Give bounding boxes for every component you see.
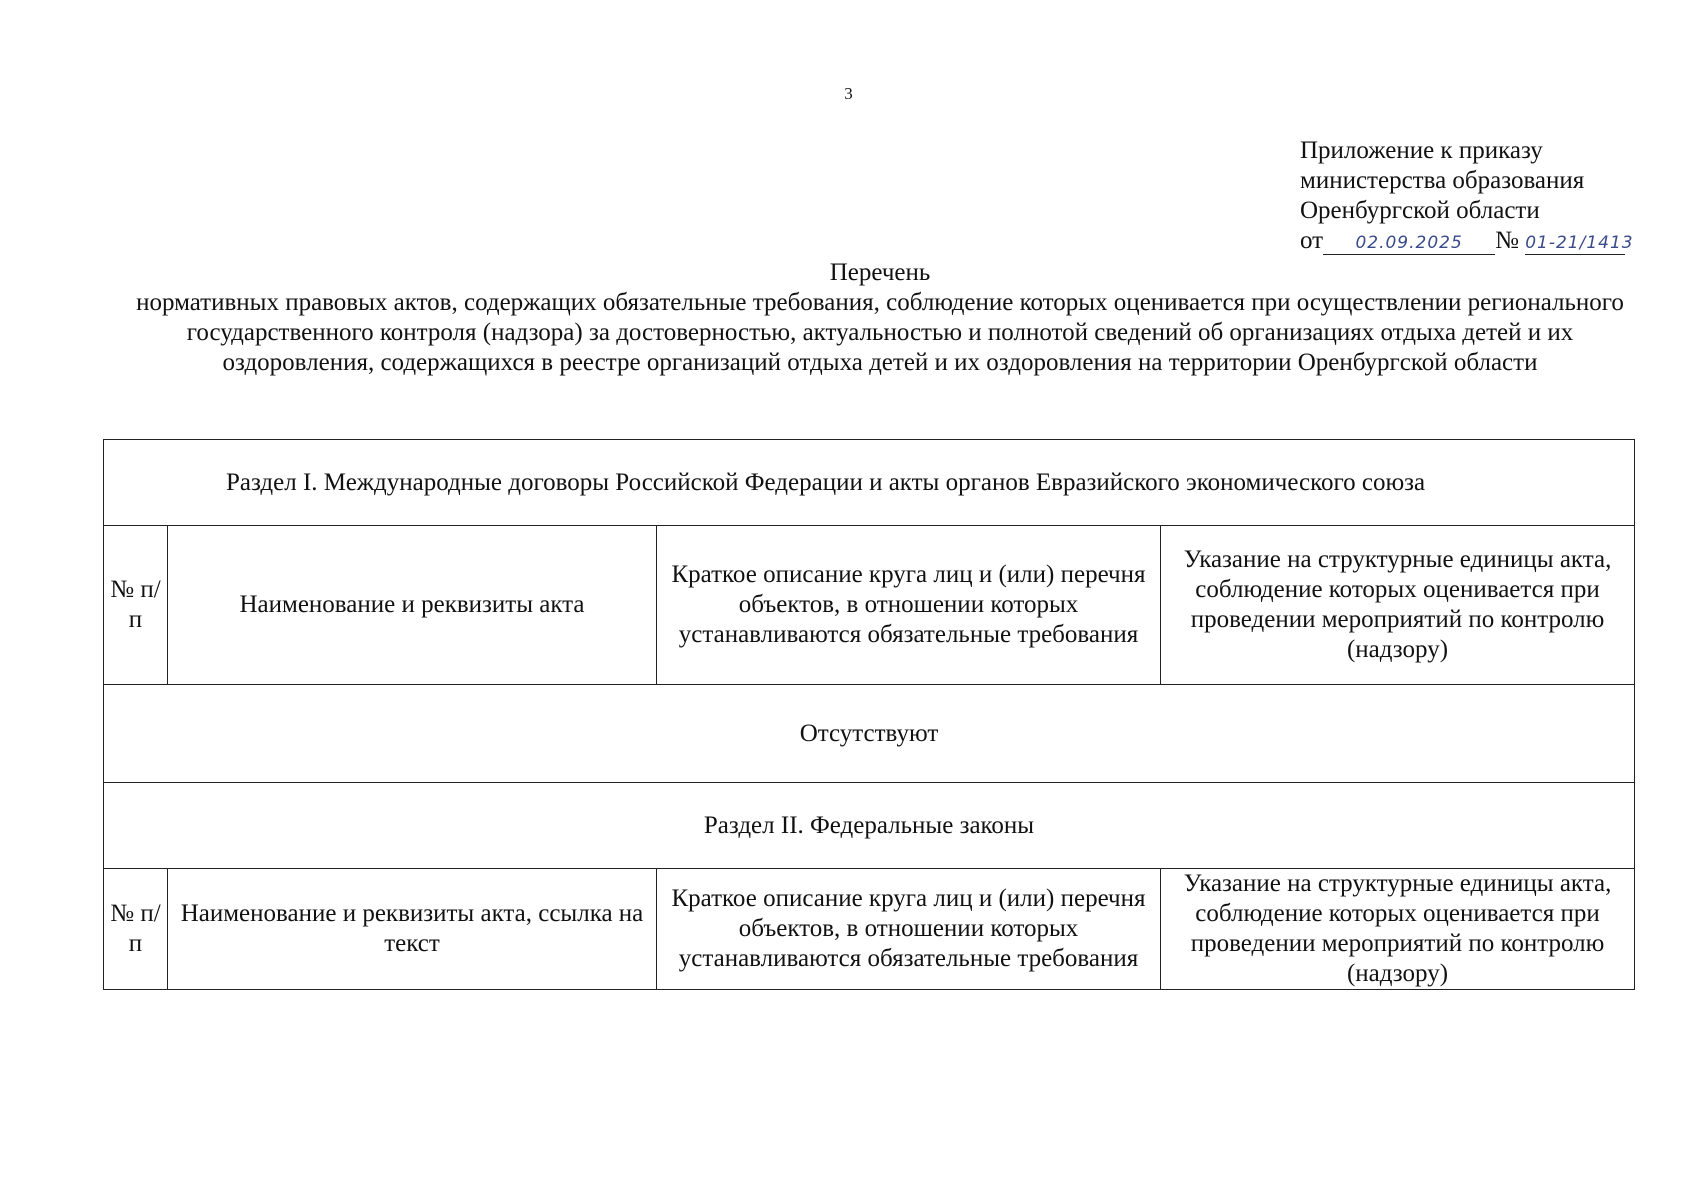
document-title-block xyxy=(100,258,1660,378)
section-2-row xyxy=(104,783,1635,869)
header-structural-units: Указание на структурные единицы акта, соблюдение которых оценивается при проведении мероприятий по контролю (надзору) xyxy=(1161,526,1635,685)
header-act-name: Наименование и реквизиты акта xyxy=(168,526,657,685)
header-persons-description: Краткое описание круга лиц и (или) перечня объектов, в отношении которых устанавливаются обязательные требования xyxy=(657,869,1161,990)
appendix-line-3: Оренбургской области xyxy=(1300,197,1540,224)
header-number: № п/п xyxy=(104,526,168,685)
section-1-empty-row xyxy=(104,685,1635,783)
appendix-line-2: министерства образования xyxy=(1300,167,1585,194)
section-1-row xyxy=(104,440,1635,526)
section-1-header-row xyxy=(104,526,1635,685)
header-persons-description: Краткое описание круга лиц и (или) перечня объектов, в отношении которых устанавливаются обязательные требования xyxy=(657,526,1161,685)
document-subtitle: нормативных правовых актов, содержащих обязательные требования, соблюдение которых оценивается при осуществлении регионального государственного контроля (надзора) за достоверностью, актуальностью и полнотой сведений об организациях отдыха детей и их оздоровления, содержащихся в реестре организаций отдыха детей и их оздоровления на территории Оренбургской области xyxy=(136,289,1624,376)
appendix-date-number-line xyxy=(1300,226,1634,256)
acts-table xyxy=(103,439,1635,990)
header-act-name-link: Наименование и реквизиты акта, ссылка на текст xyxy=(168,869,657,990)
header-number: № п/п xyxy=(104,869,168,990)
date-prefix: от xyxy=(1300,227,1324,254)
header-structural-units: Указание на структурные единицы акта, соблюдение которых оценивается при проведении мероприятий по контролю (надзору) xyxy=(1161,869,1635,990)
page-number: 3 xyxy=(844,84,853,103)
number-prefix: № xyxy=(1495,227,1519,254)
handwritten-number: 01-21/1413 xyxy=(1525,233,1634,253)
section-2-header-row xyxy=(104,869,1635,990)
appendix-block xyxy=(1300,136,1634,256)
empty-notice: Отсутствуют xyxy=(104,685,1635,783)
document-title: Перечень xyxy=(829,259,931,286)
handwritten-date: 02.09.2025 xyxy=(1323,232,1495,255)
section-2-title: Раздел II. Федеральные законы xyxy=(104,783,1635,869)
appendix-line-1: Приложение к приказу xyxy=(1300,137,1543,164)
section-1-title: Раздел I. Международные договоры Российской Федерации и акты органов Евразийского экономического союза xyxy=(104,440,1635,526)
